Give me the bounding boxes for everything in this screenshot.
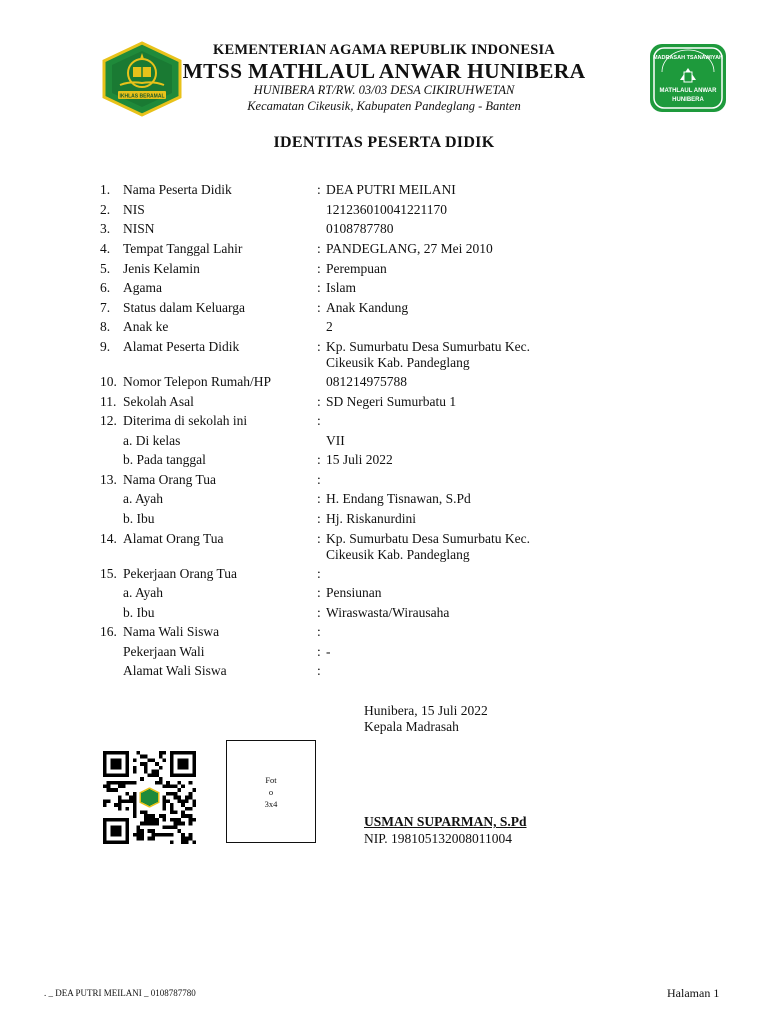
- row-label: Alamat Peserta Didik: [123, 339, 240, 354]
- row-value: 121236010041221170: [326, 202, 447, 217]
- row-colon: :: [317, 624, 321, 639]
- row-number: 9.: [100, 339, 111, 354]
- row-value: PANDEGLANG, 27 Mei 2010: [326, 241, 493, 256]
- right-logo-line2: HUNIBERA: [672, 97, 704, 103]
- row-value: Pensiunan: [326, 585, 382, 600]
- row-number: 4.: [100, 241, 111, 256]
- row-value: 081214975788: [326, 374, 407, 389]
- row-colon: :: [317, 491, 321, 506]
- left-logo-banner: IKHLAS BERAMAL: [119, 93, 165, 100]
- row-colon: :: [317, 585, 321, 600]
- row-value: Wiraswasta/Wirausaha: [326, 605, 450, 620]
- school-address: HUNIBERA RT/RW. 03/03 DESA CIKIRUHWETAN: [253, 83, 515, 97]
- row-value-continued: Cikeusik Kab. Pandeglang: [326, 547, 470, 562]
- qr-code-icon: [103, 751, 196, 844]
- row-label: NISN: [123, 221, 155, 236]
- row-colon: :: [317, 452, 321, 467]
- row-value: Perempuan: [326, 261, 387, 276]
- row-label: Status dalam Keluarga: [123, 300, 245, 315]
- row-colon: :: [317, 605, 321, 620]
- row-colon: :: [317, 261, 321, 276]
- row-label: Nama Orang Tua: [123, 472, 216, 487]
- document-title: IDENTITAS PESERTA DIDIK: [273, 134, 495, 151]
- row-colon: :: [317, 300, 321, 315]
- row-label: Anak ke: [123, 319, 169, 334]
- row-value: -: [326, 644, 331, 659]
- row-value: Islam: [326, 280, 356, 295]
- photo-placeholder: [226, 740, 316, 843]
- row-number: 5.: [100, 261, 111, 276]
- row-label: b. Ibu: [123, 605, 155, 620]
- row-colon: :: [317, 241, 321, 256]
- row-label: Agama: [123, 280, 162, 295]
- row-number: 2.: [100, 202, 111, 217]
- right-logo-line1: MATHLAUL ANWAR: [659, 88, 717, 94]
- row-number: 7.: [100, 300, 111, 315]
- row-value: H. Endang Tisnawan, S.Pd: [326, 491, 471, 506]
- row-number: 11.: [100, 394, 117, 409]
- row-number: 6.: [100, 280, 111, 295]
- row-label: Nomor Telepon Rumah/HP: [123, 374, 272, 389]
- row-number: 10.: [100, 374, 117, 389]
- row-number: 1.: [100, 182, 111, 197]
- row-colon: :: [317, 394, 321, 409]
- row-number: 15.: [100, 566, 117, 581]
- row-colon: :: [317, 663, 321, 678]
- row-label: a. Ayah: [123, 491, 163, 506]
- row-number: 13.: [100, 472, 117, 487]
- row-colon: :: [317, 531, 321, 546]
- signatory-nip: NIP. 198105132008011004: [364, 831, 513, 846]
- row-label: a. Di kelas: [123, 433, 181, 448]
- row-value: Hj. Riskanurdini: [326, 511, 416, 526]
- row-value: Anak Kandung: [326, 300, 409, 315]
- row-value: DEA PUTRI MEILANI: [326, 182, 456, 197]
- footer-student-ref: . _ DEA PUTRI MEILANI _ 0108787780: [44, 988, 196, 998]
- photo-placeholder-label: Foto 3x4: [264, 774, 278, 809]
- row-label: a. Ayah: [123, 585, 163, 600]
- row-label: Diterima di sekolah ini: [123, 413, 248, 428]
- row-colon: :: [317, 472, 321, 487]
- row-label: Pekerjaan Wali: [123, 644, 205, 659]
- row-value: 2: [326, 319, 333, 334]
- row-label: Alamat Orang Tua: [123, 531, 224, 546]
- row-number: 14.: [100, 531, 117, 546]
- row-label: b. Ibu: [123, 511, 155, 526]
- row-colon: :: [317, 339, 321, 354]
- row-label: Jenis Kelamin: [123, 261, 200, 276]
- row-label: Tempat Tanggal Lahir: [123, 241, 243, 256]
- right-logo-ring-text: MADRASAH TSANAWIYAH: [652, 55, 724, 61]
- row-number: 16.: [100, 624, 117, 639]
- row-label: b. Pada tanggal: [123, 452, 206, 467]
- row-label: Alamat Wali Siswa: [123, 663, 227, 678]
- row-colon: :: [317, 182, 321, 197]
- row-colon: :: [317, 566, 321, 581]
- row-colon: :: [317, 413, 321, 428]
- signature-role: Kepala Madrasah: [364, 719, 459, 734]
- ministry-name: KEMENTERIAN AGAMA REPUBLIK INDONESIA: [213, 42, 555, 58]
- row-label: NIS: [123, 202, 145, 217]
- row-value: Kp. Sumurbatu Desa Sumurbatu Kec.: [326, 339, 530, 354]
- signatory-name: USMAN SUPARMAN, S.Pd: [364, 814, 527, 829]
- row-number: 3.: [100, 221, 111, 236]
- row-label: Sekolah Asal: [123, 394, 194, 409]
- row-value: 0108787780: [326, 221, 394, 236]
- row-number: 12.: [100, 413, 117, 428]
- signature-place-date: Hunibera, 15 Juli 2022: [364, 703, 488, 718]
- row-colon: :: [317, 644, 321, 659]
- school-district: Kecamatan Cikeusik, Kabupaten Pandeglang - Banten: [247, 99, 521, 113]
- row-colon: :: [317, 511, 321, 526]
- footer-page-number: Halaman 1: [667, 986, 720, 1000]
- school-name: MTSS MATHLAUL ANWAR HUNIBERA: [182, 59, 586, 83]
- row-value: Kp. Sumurbatu Desa Sumurbatu Kec.: [326, 531, 530, 546]
- row-colon: :: [317, 280, 321, 295]
- row-number: 8.: [100, 319, 111, 334]
- row-value: VII: [326, 433, 345, 448]
- row-value-continued: Cikeusik Kab. Pandeglang: [326, 355, 470, 370]
- row-value: SD Negeri Sumurbatu 1: [326, 394, 457, 409]
- row-value: 15 Juli 2022: [326, 452, 393, 467]
- row-label: Nama Wali Siswa: [123, 624, 220, 639]
- row-label: Nama Peserta Didik: [123, 182, 232, 197]
- row-label: Pekerjaan Orang Tua: [123, 566, 237, 581]
